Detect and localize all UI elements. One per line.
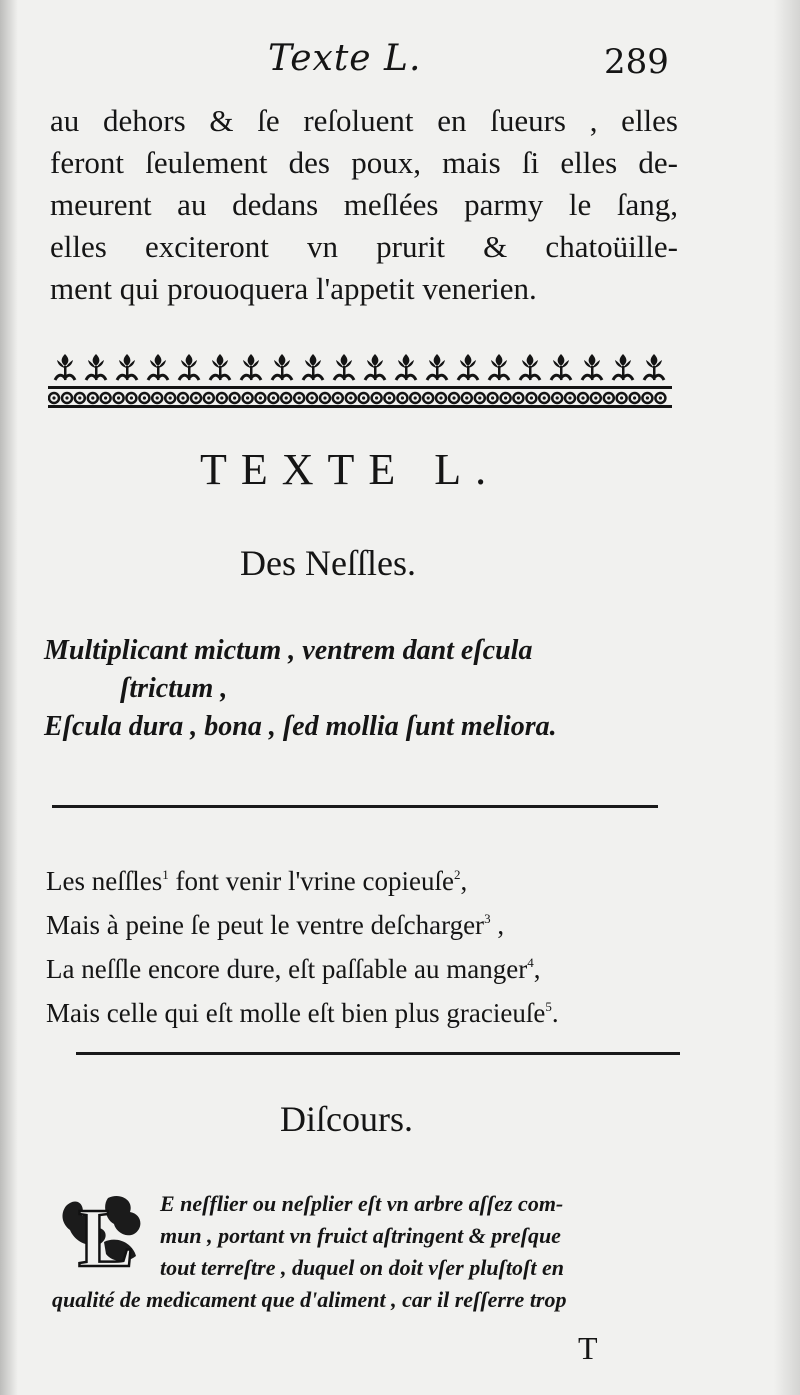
scroll-mark — [539, 393, 562, 403]
fleuron-mark — [303, 354, 323, 380]
scroll-mark — [488, 393, 511, 403]
scroll-mark — [462, 393, 485, 403]
scroll-mark — [204, 393, 227, 403]
horizontal-rule — [76, 1052, 680, 1055]
text-line: elles exciteront vn prurit & chatoüille- — [50, 229, 678, 264]
scroll-mark — [333, 393, 356, 403]
scroll-mark — [591, 393, 614, 403]
text-line: meurent au dedans meſlées parmy le ſang, — [50, 187, 678, 222]
scroll-mark — [436, 393, 459, 403]
fleuron-mark — [334, 354, 354, 380]
page-number: 289 — [604, 42, 669, 82]
latin-line: Multiplicant mictum , ventrem dant eſcula — [44, 635, 533, 666]
prose-line: E neſflier ou neſplier eſt vn arbre aſſez com- — [160, 1191, 564, 1216]
fleuron-mark — [179, 354, 199, 380]
scroll-mark — [617, 393, 640, 403]
fleuron-mark — [86, 354, 106, 380]
catchword: T — [578, 1330, 598, 1366]
scroll-mark — [178, 393, 201, 403]
text-line: au dehors & ſe reſoluent en ſueurs , elles — [50, 103, 678, 138]
discours-paragraph — [52, 1188, 690, 1316]
scroll-mark — [281, 393, 304, 403]
scroll-mark — [384, 393, 407, 403]
verse-line: Les neſſles$^1$ font venir l'vrine copieuſe$^2$, — [46, 866, 468, 896]
fleuron-mark — [55, 354, 75, 380]
scroll-mark — [359, 393, 382, 403]
continued-paragraph — [50, 100, 690, 310]
fleuron-mark — [365, 354, 385, 380]
text-line: feront ſeulement des poux, mais ſi elles de- — [50, 145, 678, 180]
chapter-heading: TEXTE L. — [200, 445, 501, 494]
latin-verse — [44, 632, 694, 746]
french-verse — [46, 856, 559, 1032]
scroll-mark — [101, 393, 124, 403]
drop-cap-letter: L — [78, 1192, 135, 1278]
verse-line: La neſſle encore dure, eſt paſſable au manger$^4$, — [46, 954, 541, 984]
fleuron-mark — [396, 354, 416, 380]
fleuron-mark — [148, 354, 168, 380]
scroll-mark — [565, 393, 588, 403]
scroll-mark — [152, 393, 175, 403]
scroll-mark — [126, 393, 149, 403]
fleuron-mark — [272, 354, 292, 380]
fleuron-mark — [427, 354, 447, 380]
scroll-mark — [255, 393, 278, 403]
scroll-mark — [307, 393, 330, 403]
fleuron-mark — [241, 354, 261, 380]
scroll-mark — [513, 393, 536, 403]
running-head-title: Texte L. — [268, 38, 422, 79]
prose-line: mun , portant vn fruict aſtringent & preſque — [160, 1223, 561, 1248]
fleuron-mark — [458, 354, 478, 380]
scroll-mark — [75, 393, 98, 403]
latin-line: ſtrictum , — [120, 673, 228, 704]
chapter-title: Des Neſſles. — [240, 543, 416, 583]
scroll-mark — [49, 393, 72, 403]
prose-line: qualité de medicament que d'aliment , car il reſſerre trop — [52, 1287, 567, 1312]
fleuron-mark — [613, 354, 633, 380]
fleuron-mark — [489, 354, 509, 380]
latin-line: Eſcula dura , bona , ſed mollia ſunt meliora. — [44, 711, 557, 742]
fleuron-mark — [644, 354, 664, 380]
horizontal-rule — [52, 805, 658, 808]
ornamental-drop-cap — [56, 1186, 150, 1278]
discours-heading: Diſcours. — [280, 1099, 413, 1139]
text-line: ment qui prouoquera l'appetit venerien. — [50, 271, 537, 306]
fleuron-mark — [117, 354, 137, 380]
verse-line: Mais à peine ſe peut le ventre deſcharger$^3$ , — [46, 910, 505, 940]
fleuron-ornament-band — [48, 352, 672, 408]
fleuron-mark — [210, 354, 230, 380]
scroll-mark — [642, 393, 665, 403]
scroll-mark — [230, 393, 253, 403]
scroll-mark — [410, 393, 433, 403]
fleuron-mark — [551, 354, 571, 380]
prose-line: tout terreſtre , duquel on doit vſer pluſtoſt en — [160, 1255, 564, 1280]
fleuron-mark — [520, 354, 540, 380]
verse-line: Mais celle qui eſt molle eſt bien plus gracieuſe$^5$. — [46, 998, 559, 1028]
fleuron-mark — [582, 354, 602, 380]
